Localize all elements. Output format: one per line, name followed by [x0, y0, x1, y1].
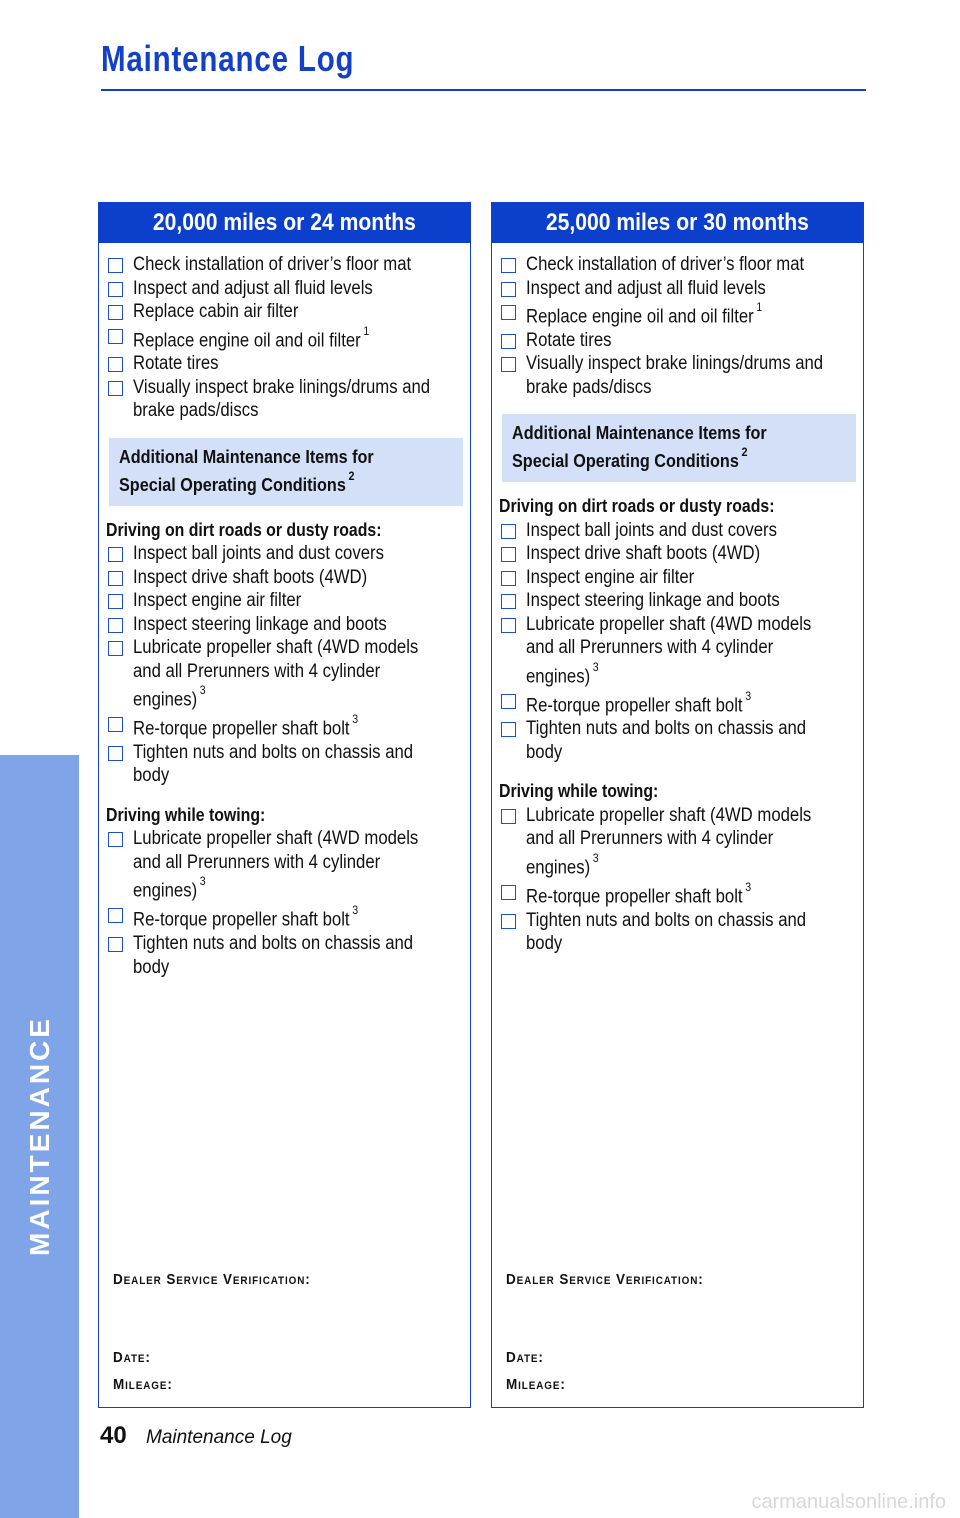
panel-heading: 25,000 miles or 30 months: [492, 203, 863, 243]
panel-heading: 20,000 miles or 24 months: [99, 203, 470, 243]
checklist-item-text: Tighten nuts and bolts on chassis and body: [526, 718, 807, 763]
date-label: Date:: [506, 1349, 544, 1366]
mileage-label: Mileage:: [506, 1376, 566, 1393]
checklist-item-text: Inspect and adjust all fluid levels: [526, 277, 766, 299]
checkbox-icon[interactable]: [108, 832, 123, 847]
checklist-item: [106, 712, 463, 741]
checklist-item-text: Check installation of driver’s floor mat: [526, 254, 805, 275]
page-title: Maintenance Log: [101, 38, 355, 79]
checkbox-icon[interactable]: [501, 594, 516, 609]
checklist-item: [499, 717, 856, 764]
checkbox-icon[interactable]: [501, 524, 516, 539]
footnote-marker: 1: [756, 300, 763, 314]
section-heading-towing: Driving while towing:: [106, 804, 266, 825]
checklist-item-text: Inspect drive shaft boots (4WD): [526, 543, 761, 565]
footnote-marker: 3: [745, 879, 752, 894]
checkbox-icon[interactable]: [108, 746, 123, 761]
checklist-item: [499, 519, 856, 543]
checklist-item-text: Re-torque propeller shaft bolt $^3$: [526, 688, 752, 716]
panel-body: [499, 253, 856, 956]
footnote-marker: 3: [745, 688, 752, 703]
checklist-item: [499, 804, 856, 880]
checkbox-icon[interactable]: [108, 937, 123, 952]
checklist-item: [106, 376, 463, 423]
date-label: Date:: [113, 1349, 151, 1366]
checklist-item-text: Lubricate propeller shaft (4WD models and all Prerunners with 4 cylinder engines) $^3$: [526, 613, 812, 688]
mileage-label: Mileage:: [113, 1376, 173, 1393]
checklist-item: [499, 909, 856, 956]
checkbox-icon[interactable]: [501, 547, 516, 562]
checklist-item-text: Inspect drive shaft boots (4WD): [133, 566, 368, 588]
footnote-marker: 3: [352, 903, 359, 918]
additional-items-box: Additional Maintenance Items for Special Operating Conditions $^2$: [502, 414, 856, 482]
checklist-item: [499, 880, 856, 909]
checklist-item: [499, 277, 856, 301]
checklist-item: [106, 352, 463, 376]
side-tab-label: MAINTENANCE: [24, 1016, 55, 1256]
maintenance-panel-20000: [98, 202, 471, 1408]
checklist-item-text: Check installation of driver’s floor mat: [133, 254, 412, 275]
page-number: 40: [100, 1422, 127, 1449]
checkbox-icon[interactable]: [108, 329, 123, 344]
checklist-item: [499, 300, 856, 329]
checkbox-icon[interactable]: [501, 914, 516, 929]
checkbox-icon[interactable]: [501, 258, 516, 273]
section-heading-dirt-roads: Driving on dirt roads or dusty roads:: [499, 496, 775, 517]
checklist-item: [106, 589, 463, 613]
checkbox-icon[interactable]: [501, 357, 516, 372]
checklist-item: [499, 253, 856, 277]
checklist-item: [106, 300, 463, 324]
checklist-item: [106, 613, 463, 637]
checklist-item-text: Tighten nuts and bolts on chassis and body: [133, 933, 414, 978]
checklist-item: [106, 903, 463, 932]
checklist-item-text: Rotate tires: [526, 329, 612, 351]
checkbox-icon[interactable]: [108, 258, 123, 273]
checkbox-icon[interactable]: [501, 334, 516, 349]
checklist-item: [499, 542, 856, 566]
checkbox-icon[interactable]: [108, 618, 123, 633]
checklist-item-text: Rotate tires: [133, 353, 219, 375]
dealer-verification-label: Dealer Service Verification:: [506, 1271, 704, 1288]
checklist-item: [106, 542, 463, 566]
checklist-item-text: Tighten nuts and bolts on chassis and body: [133, 741, 414, 787]
checklist-item: [499, 613, 856, 689]
watermark: carmanualsonline.info: [751, 1491, 946, 1513]
checkbox-icon[interactable]: [108, 908, 123, 923]
dealer-verification-label: Dealer Service Verification:: [113, 1271, 311, 1288]
checklist-item: [499, 589, 856, 613]
checklist-item: [106, 636, 463, 712]
checkbox-icon[interactable]: [501, 571, 516, 586]
maintenance-panel-25000: [491, 202, 864, 1408]
checklist-item-text: Inspect ball joints and dust covers: [526, 519, 777, 541]
checkbox-icon[interactable]: [501, 809, 516, 824]
checklist-item-text: Replace engine oil and oil filter $^1$: [133, 323, 370, 351]
checklist-item-text: Re-torque propeller shaft bolt $^3$: [526, 879, 752, 908]
checklist-item-text: Inspect steering linkage and boots: [526, 590, 780, 612]
checkbox-icon[interactable]: [108, 357, 123, 372]
footnote-marker: 3: [352, 712, 359, 727]
panel-body: [106, 253, 463, 979]
checklist-item: [106, 932, 463, 979]
checklist-item-text: Inspect and adjust all fluid levels: [133, 277, 373, 299]
footnote-marker: 3: [592, 850, 599, 865]
footnote-marker: 3: [592, 659, 599, 674]
footnote-marker: 3: [199, 874, 206, 889]
checkbox-icon[interactable]: [108, 282, 123, 297]
checklist-item-text: Replace cabin air filter: [133, 301, 299, 322]
footnote-marker: 1: [363, 323, 370, 338]
checkbox-icon[interactable]: [108, 547, 123, 562]
checklist-item-text: Visually inspect brake linings/drums and brake pads/discs: [526, 353, 824, 398]
checklist-item: [499, 566, 856, 590]
checklist-item-text: Lubricate propeller shaft (4WD models and all Prerunners with 4 cylinder engines) $^3$: [133, 828, 419, 902]
checkbox-icon[interactable]: [108, 305, 123, 320]
section-heading-towing: Driving while towing:: [499, 781, 659, 802]
footnote-marker: 2: [348, 468, 355, 483]
checkbox-icon[interactable]: [501, 694, 516, 709]
checklist-item: [106, 827, 463, 903]
checkbox-icon[interactable]: [501, 305, 516, 320]
checklist-item-text: Lubricate propeller shaft (4WD models and all Prerunners with 4 cylinder engines) $^3$: [526, 804, 812, 879]
checkbox-icon[interactable]: [108, 571, 123, 586]
checklist-item-text: Re-torque propeller shaft bolt $^3$: [133, 712, 359, 740]
checkbox-icon[interactable]: [501, 618, 516, 633]
checkbox-icon[interactable]: [108, 641, 123, 656]
checkbox-icon[interactable]: [108, 594, 123, 609]
checkbox-icon[interactable]: [501, 722, 516, 737]
footnote-marker: 2: [741, 445, 748, 460]
checklist-item-text: Inspect ball joints and dust covers: [133, 543, 384, 565]
checkbox-icon[interactable]: [108, 381, 123, 396]
checklist-item: [499, 329, 856, 353]
checklist-item: [499, 689, 856, 718]
checkbox-icon[interactable]: [501, 885, 516, 900]
checklist-item-text: Tighten nuts and bolts on chassis and body: [526, 909, 807, 955]
title-rule: [101, 89, 866, 91]
checklist-item-text: Inspect engine air filter: [133, 590, 302, 612]
footnote-marker: 3: [199, 683, 206, 698]
checklist-item-text: Inspect steering linkage and boots: [133, 613, 387, 635]
checklist-item-text: Re-torque propeller shaft bolt $^3$: [133, 903, 359, 931]
checkbox-icon[interactable]: [501, 282, 516, 297]
footer-section-name: Maintenance Log: [146, 1427, 292, 1448]
checklist-item: [106, 277, 463, 301]
checklist-item: [106, 324, 463, 353]
additional-items-box: Additional Maintenance Items for Special Operating Conditions $^2$: [109, 438, 463, 506]
checklist-item-text: Inspect engine air filter: [526, 566, 695, 588]
checklist-item: [106, 741, 463, 788]
checklist-item-text: Visually inspect brake linings/drums and brake pads/discs: [133, 376, 431, 422]
checklist-item: [106, 566, 463, 590]
checklist-item: [499, 352, 856, 399]
checklist-item: [106, 253, 463, 277]
checkbox-icon[interactable]: [108, 717, 123, 732]
checklist-item-text: Replace engine oil and oil filter $^1$: [526, 300, 763, 328]
section-heading-dirt-roads: Driving on dirt roads or dusty roads:: [106, 519, 382, 540]
checklist-item-text: Lubricate propeller shaft (4WD models and all Prerunners with 4 cylinder engines) $^3$: [133, 637, 419, 711]
